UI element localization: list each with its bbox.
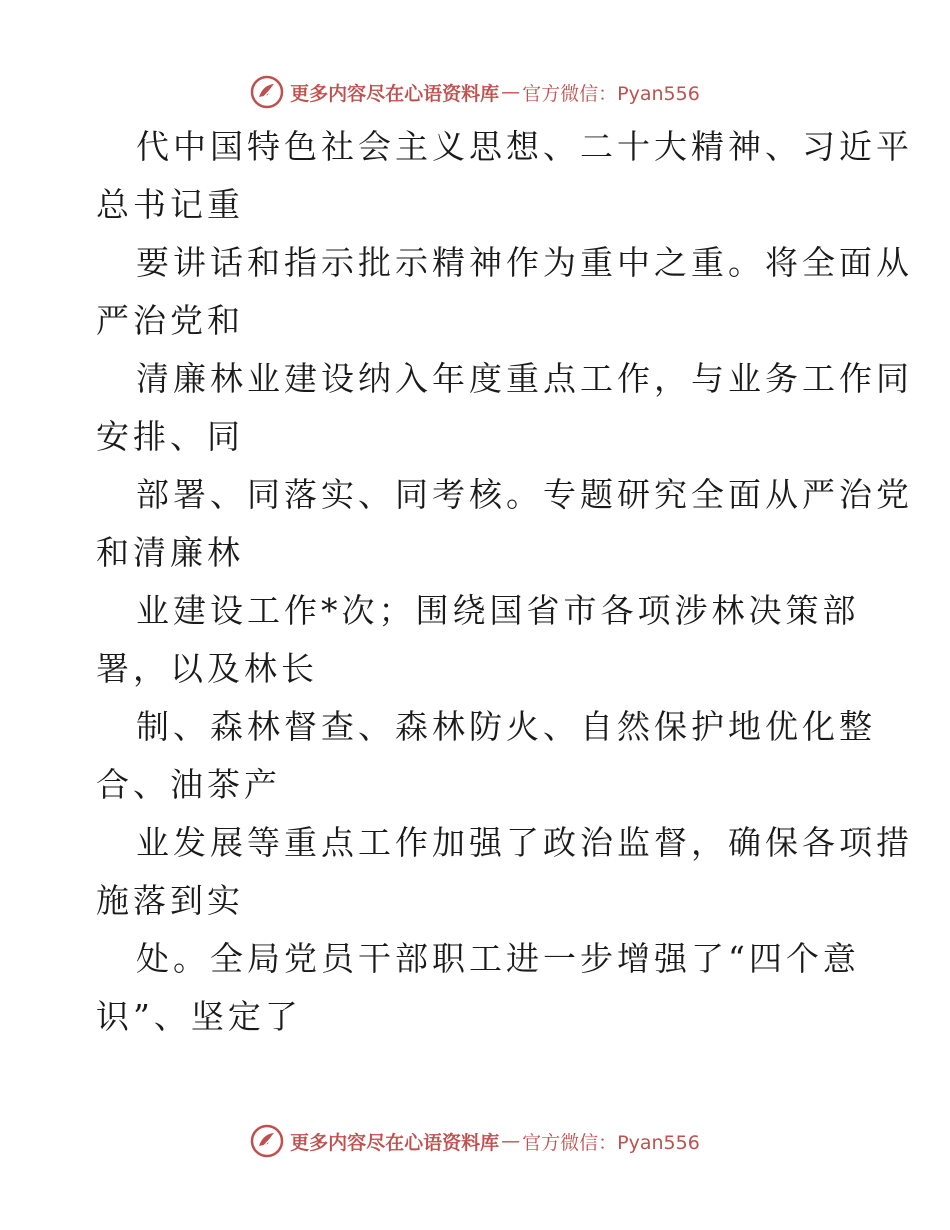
paragraph-line: 署，以及林长 xyxy=(96,649,318,688)
banner-wechat: 官方微信：Pyan556 xyxy=(522,82,700,105)
paragraph-line: 识”、坚定了 xyxy=(96,997,302,1036)
paragraph xyxy=(96,234,913,350)
paragraph-line: 施落到实 xyxy=(96,881,244,920)
brand-logo-icon xyxy=(250,1124,284,1158)
paragraph xyxy=(96,582,866,698)
banner-separator: — xyxy=(501,81,521,103)
banner-text: 更多内容尽在心语资料库 xyxy=(290,82,500,105)
paragraph-line: 业发展等重点工作加强了政治监督，确保各项措 xyxy=(136,823,913,862)
paragraph xyxy=(96,466,913,582)
paragraph xyxy=(96,698,876,814)
paragraph-line: 合、油茶产 xyxy=(96,765,281,804)
document-body xyxy=(96,118,913,1046)
paragraph-line: 代中国特色社会主义思想、二十大精神、习近平 xyxy=(136,127,913,166)
banner-separator: — xyxy=(501,1130,521,1152)
paragraph-line: 处。全局党员干部职工进一步增强了“四个意 xyxy=(136,939,860,978)
paragraph-line: 严治党和 xyxy=(96,301,244,340)
paragraph-line: 部署、同落实、同考核。专题研究全面从严治党 xyxy=(136,475,913,514)
paragraph-line: 安排、同 xyxy=(96,417,244,456)
paragraph-line: 总书记重 xyxy=(96,185,244,224)
paragraph-line: 制、森林督查、森林防火、自然保护地优化整 xyxy=(136,707,876,746)
paragraph xyxy=(96,930,866,1046)
paragraph xyxy=(96,350,913,466)
paragraph-line: 清廉林业建设纳入年度重点工作，与业务工作同 xyxy=(136,359,913,398)
paragraph xyxy=(96,118,913,234)
banner-wechat: 官方微信：Pyan556 xyxy=(522,1131,700,1154)
paragraph-line: 和清廉林 xyxy=(96,533,244,572)
footer-banner xyxy=(0,1121,950,1161)
paragraph-line: 业建设工作*次；围绕国省市各项涉林决策部 xyxy=(136,591,860,630)
banner-text: 更多内容尽在心语资料库 xyxy=(290,1131,500,1154)
header-banner xyxy=(0,72,950,112)
paragraph-line: 要讲话和指示批示精神作为重中之重。将全面从 xyxy=(136,243,913,282)
brand-logo-icon xyxy=(250,75,284,109)
paragraph xyxy=(96,814,913,930)
